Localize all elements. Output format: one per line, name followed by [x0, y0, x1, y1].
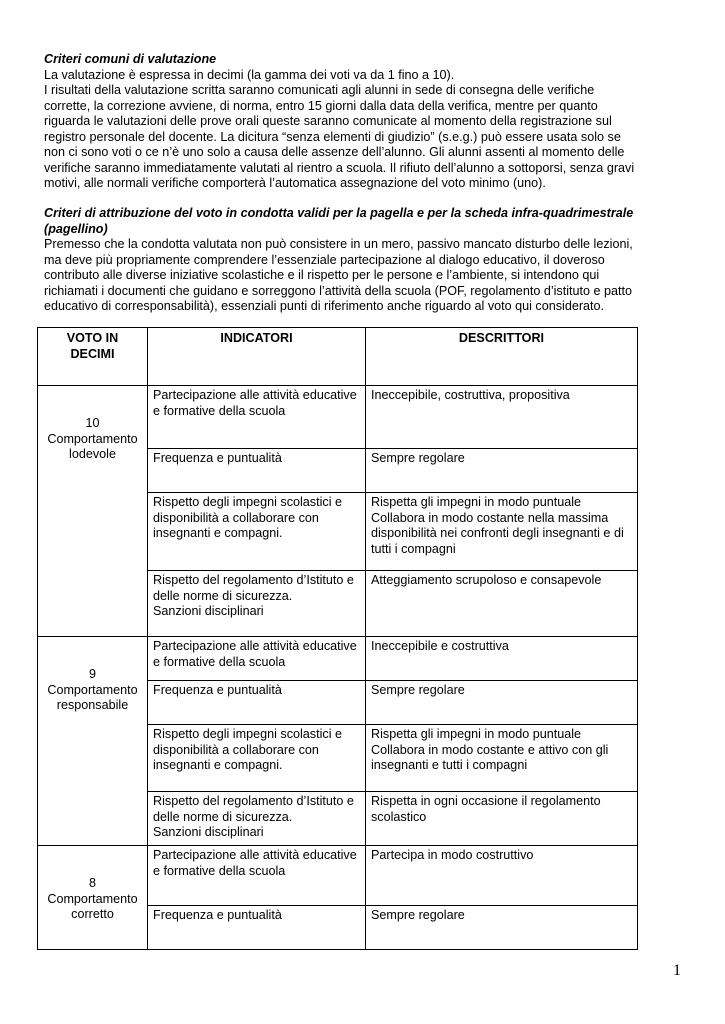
paragraph-line: educativo di corresponsabilità), essenziali punti di riferimento anche riguardo al voto qui considerato. — [44, 299, 605, 313]
indicatore-cell: Frequenza e puntualità — [148, 906, 366, 950]
section-valutazione — [44, 52, 684, 192]
header-voto: VOTO IN DECIMI — [38, 328, 148, 386]
indicatore-cell: Frequenza e puntualità — [148, 449, 366, 493]
voto-cell-9 — [38, 637, 148, 846]
indicatore-cell: Frequenza e puntualità — [148, 681, 366, 725]
voto-cell-8 — [38, 846, 148, 950]
paragraph-line: corrette, la correzione avviene, di norma, entro 15 giorni dalla data della verifica, mentre per quanto — [44, 98, 598, 113]
paragraph-line: registro personale del docente. La dicitura “senza elementi di giudizio” (s.e.g.) può essere usata solo se — [44, 129, 621, 144]
indicatore-cell: Partecipazione alle attività educative e formative della scuola — [148, 386, 366, 449]
indicatore-cell: Rispetto del regolamento d’Istituto e delle norme di sicurezza. Sanzioni disciplinari — [148, 792, 366, 846]
paragraph-line: ma deve più propriamente comprendere l’essenziale partecipazione al dialogo educativo, il doveroso — [44, 252, 605, 267]
voto-label: Comportamento — [47, 682, 138, 697]
paragraph-line: non ci sono voti o ce n’è uno solo a causa delle assenze dell’alunno. Gli alunni assenti al momento delle — [44, 145, 625, 159]
descrittore-cell: Sempre regolare — [366, 449, 638, 493]
voto-number: 9 — [88, 667, 96, 681]
voto-label: Comportamento — [47, 431, 138, 446]
section-heading-cont: (pagellino) — [44, 221, 108, 236]
paragraph-line: Premesso che la condotta valutata non può consistere in un mero, passivo mancato disturbo delle lezioni, — [44, 237, 633, 251]
header-descrittori: DESCRITTORI — [366, 328, 638, 386]
descrittore-cell: Partecipa in modo costruttivo — [366, 846, 638, 906]
voto-label: corretto — [71, 907, 114, 921]
section-heading: Criteri di attribuzione del voto in condotta validi per la pagella e per la scheda infra-quadrimestrale — [44, 206, 634, 220]
indicatore-cell: Rispetto degli impegni scolastici e disponibilità a collaborare con insegnanti e compagni. — [148, 725, 366, 792]
voto-number: 10 — [85, 416, 100, 430]
section-heading: Criteri comuni di valutazione — [44, 52, 217, 66]
voto-label: lodevole — [69, 447, 116, 461]
paragraph-line: La valutazione è espressa in decimi (la gamma dei voti va da 1 fino a 10). — [44, 67, 455, 82]
header-indicatori: INDICATORI — [148, 328, 366, 386]
voto-number: 8 — [88, 876, 96, 890]
indicatore-cell: Partecipazione alle attività educative e formative della scuola — [148, 846, 366, 906]
indicatore-cell: Partecipazione alle attività educative e formative della scuola — [148, 637, 366, 681]
descrittore-cell: Rispetta gli impegni in modo puntuale Collabora in modo costante nella massima disponibilità nei confronti degli insegnanti e di tutti i compagni — [366, 493, 638, 571]
voto-label: responsabile — [56, 698, 129, 712]
indicatore-cell: Rispetto degli impegni scolastici e disponibilità a collaborare con insegnanti e compagni. — [148, 493, 366, 571]
voto-label: Comportamento — [47, 891, 138, 906]
descrittore-cell: Ineccepibile, costruttiva, propositiva — [366, 386, 638, 449]
voto-cell-10 — [38, 386, 148, 637]
paragraph-line: richiamati i documenti che guidano e sorreggono l’attività della scuola (POF, regolamento d’istituto e patto — [44, 283, 633, 298]
descrittore-cell: Rispetta in ogni occasione il regolamento scolastico — [366, 792, 638, 846]
paragraph-line: verifiche saranno immediatamente valutati al rientro a scuola. Il rifiuto dell’alunno a sottoporsi, senza gravi — [44, 160, 635, 175]
conduct-grades-table — [37, 327, 638, 950]
page-number: 1 — [673, 962, 681, 979]
descrittore-cell: Rispetta gli impegni in modo puntuale Collabora in modo costante e attivo con gli insegnanti e tutti i compagni — [366, 725, 638, 792]
descrittore-cell: Atteggiamento scrupoloso e consapevole — [366, 571, 638, 637]
paragraph-line: contributo alle diverse iniziative scolastiche e il rispetto per le persone e l’ambiente, si intendono qui — [44, 268, 600, 282]
descrittore-cell: Ineccepibile e costruttiva — [366, 637, 638, 681]
section-condotta — [44, 206, 684, 315]
paragraph-line: motivi, alle normali verifiche comporterà l’automatica assegnazione del voto minimo (uno). — [44, 176, 546, 190]
paragraph-line: riguarda le valutazioni delle prove orali queste saranno comunicate al momento della registrazione sul — [44, 114, 612, 128]
indicatore-cell: Rispetto del regolamento d’Istituto e delle norme di sicurezza. Sanzioni disciplinari — [148, 571, 366, 637]
descrittore-cell: Sempre regolare — [366, 681, 638, 725]
descrittore-cell: Sempre regolare — [366, 906, 638, 950]
paragraph-line: I risultati della valutazione scritta saranno comunicati agli alunni in sede di consegna delle verifiche — [44, 83, 595, 97]
